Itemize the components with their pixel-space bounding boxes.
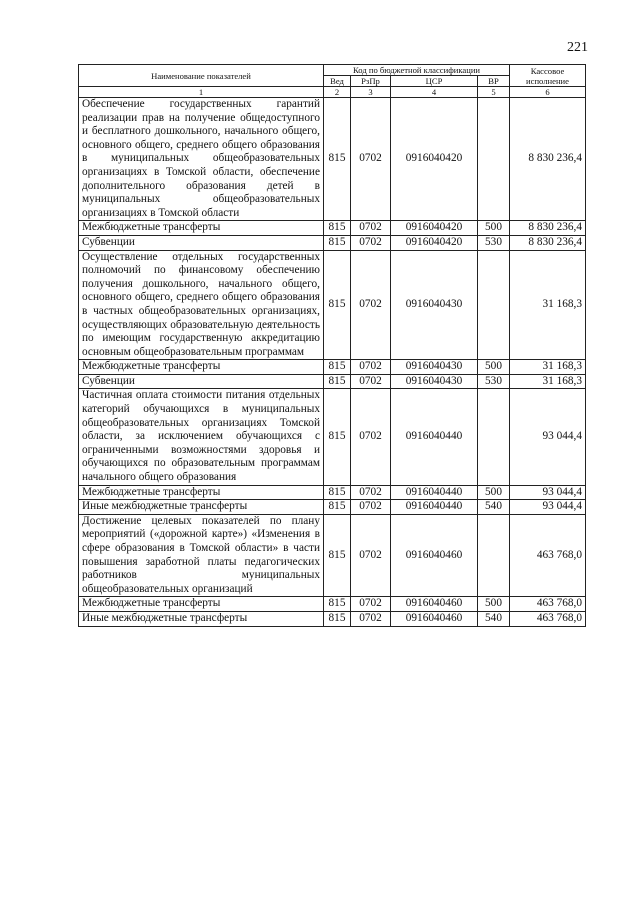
row-rzpr: 0702 xyxy=(351,250,391,360)
table-row xyxy=(79,389,586,485)
table-body xyxy=(79,98,586,627)
row-name: Субвенции xyxy=(79,235,324,250)
row-vr: 540 xyxy=(478,500,510,515)
row-csr: 0916040420 xyxy=(391,235,478,250)
table-row xyxy=(79,500,586,515)
row-vr: 500 xyxy=(478,360,510,375)
row-rzpr: 0702 xyxy=(351,235,391,250)
row-rzpr: 0702 xyxy=(351,514,391,597)
row-vr xyxy=(478,389,510,485)
row-rzpr: 0702 xyxy=(351,374,391,389)
row-amount: 31 168,3 xyxy=(510,374,586,389)
row-name: Иные межбюджетные трансферты xyxy=(79,500,324,515)
row-vr: 530 xyxy=(478,374,510,389)
header-vr: ВР xyxy=(478,76,510,87)
row-csr: 0916040460 xyxy=(391,597,478,612)
row-ved: 815 xyxy=(324,485,351,500)
row-csr: 0916040430 xyxy=(391,360,478,375)
row-ved: 815 xyxy=(324,250,351,360)
row-name: Обеспечение государственных гарантий реализации прав на получение общедоступного и бесплатного дошкольного, начального общего, основного общего, среднего общего образования в муниципальных общеобразовательных организациях в Томской области, обеспечение дополнительного образования детей в муниципальных общеобразовательных организациях в Томской области xyxy=(79,98,324,221)
row-amount: 31 168,3 xyxy=(510,250,586,360)
row-rzpr: 0702 xyxy=(351,500,391,515)
row-name: Межбюджетные трансферты xyxy=(79,360,324,375)
row-vr: 530 xyxy=(478,235,510,250)
row-ved: 815 xyxy=(324,597,351,612)
row-name: Межбюджетные трансферты xyxy=(79,597,324,612)
row-ved: 815 xyxy=(324,500,351,515)
row-amount: 463 768,0 xyxy=(510,611,586,626)
row-vr xyxy=(478,250,510,360)
table-row xyxy=(79,597,586,612)
row-name: Иные межбюджетные трансферты xyxy=(79,611,324,626)
header-amount: Кассовое исполнение xyxy=(510,65,586,87)
header-rzpr: РзПр xyxy=(351,76,391,87)
row-csr: 0916040440 xyxy=(391,389,478,485)
row-ved: 815 xyxy=(324,389,351,485)
row-name: Частичная оплата стоимости питания отдельных категорий обучающихся в муниципальных общеобразовательных организациях Томской области, за исключением обучающихся с ограниченными возможностями здоровья и обучающихся по образовательным программам начального общего образования xyxy=(79,389,324,485)
row-csr: 0916040420 xyxy=(391,98,478,221)
row-vr xyxy=(478,514,510,597)
row-name: Межбюджетные трансферты xyxy=(79,221,324,236)
row-csr: 0916040440 xyxy=(391,500,478,515)
table-header xyxy=(79,65,586,98)
row-ved: 815 xyxy=(324,611,351,626)
header-csr: ЦСР xyxy=(391,76,478,87)
row-rzpr: 0702 xyxy=(351,611,391,626)
row-ved: 815 xyxy=(324,514,351,597)
row-ved: 815 xyxy=(324,360,351,375)
row-csr: 0916040460 xyxy=(391,514,478,597)
table-row xyxy=(79,374,586,389)
row-csr: 0916040420 xyxy=(391,221,478,236)
row-amount: 93 044,4 xyxy=(510,500,586,515)
table-row xyxy=(79,250,586,360)
header-code-group: Код по бюджетной классификации xyxy=(324,65,510,76)
row-amount: 93 044,4 xyxy=(510,485,586,500)
table-row xyxy=(79,98,586,221)
row-amount: 93 044,4 xyxy=(510,389,586,485)
row-vr: 500 xyxy=(478,597,510,612)
row-amount: 463 768,0 xyxy=(510,597,586,612)
table-row xyxy=(79,485,586,500)
table-row xyxy=(79,221,586,236)
row-amount: 8 830 236,4 xyxy=(510,221,586,236)
row-rzpr: 0702 xyxy=(351,360,391,375)
row-ved: 815 xyxy=(324,98,351,221)
row-amount: 31 168,3 xyxy=(510,360,586,375)
table-row xyxy=(79,360,586,375)
col-num-4: 4 xyxy=(391,87,478,98)
row-vr: 500 xyxy=(478,221,510,236)
column-number-row xyxy=(79,87,586,98)
row-ved: 815 xyxy=(324,221,351,236)
row-name: Достижение целевых показателей по плану мероприятий («дорожной карте») «Изменения в сфере образования в Томской области» в части повышения заработной платы педагогических работников муниципальных общеобразовательных организаций xyxy=(79,514,324,597)
col-num-6: 6 xyxy=(510,87,586,98)
page-number: 221 xyxy=(567,40,588,55)
col-num-2: 2 xyxy=(324,87,351,98)
row-csr: 0916040440 xyxy=(391,485,478,500)
table-row xyxy=(79,611,586,626)
row-amount: 8 830 236,4 xyxy=(510,98,586,221)
row-csr: 0916040430 xyxy=(391,250,478,360)
row-vr: 540 xyxy=(478,611,510,626)
col-num-1: 1 xyxy=(79,87,324,98)
row-rzpr: 0702 xyxy=(351,485,391,500)
row-rzpr: 0702 xyxy=(351,597,391,612)
row-csr: 0916040460 xyxy=(391,611,478,626)
row-vr xyxy=(478,98,510,221)
row-name: Межбюджетные трансферты xyxy=(79,485,324,500)
budget-table xyxy=(78,64,586,627)
header-name: Наименование показателей xyxy=(79,65,324,87)
col-num-3: 3 xyxy=(351,87,391,98)
row-ved: 815 xyxy=(324,235,351,250)
row-ved: 815 xyxy=(324,374,351,389)
row-rzpr: 0702 xyxy=(351,98,391,221)
col-num-5: 5 xyxy=(478,87,510,98)
row-name: Осуществление отдельных государственных полномочий по финансовому обеспечению получения дошкольного, начального общего, основного общего, среднего общего образования в частных общеобразовательных организациях, осуществляющих образовательную деятельность по имеющим государственную аккредитацию основным общеобразовательным программам xyxy=(79,250,324,360)
row-name: Субвенции xyxy=(79,374,324,389)
row-vr: 500 xyxy=(478,485,510,500)
table-row xyxy=(79,514,586,597)
row-amount: 463 768,0 xyxy=(510,514,586,597)
row-rzpr: 0702 xyxy=(351,389,391,485)
table-row xyxy=(79,235,586,250)
row-rzpr: 0702 xyxy=(351,221,391,236)
row-csr: 0916040430 xyxy=(391,374,478,389)
row-amount: 8 830 236,4 xyxy=(510,235,586,250)
header-ved: Вед xyxy=(324,76,351,87)
